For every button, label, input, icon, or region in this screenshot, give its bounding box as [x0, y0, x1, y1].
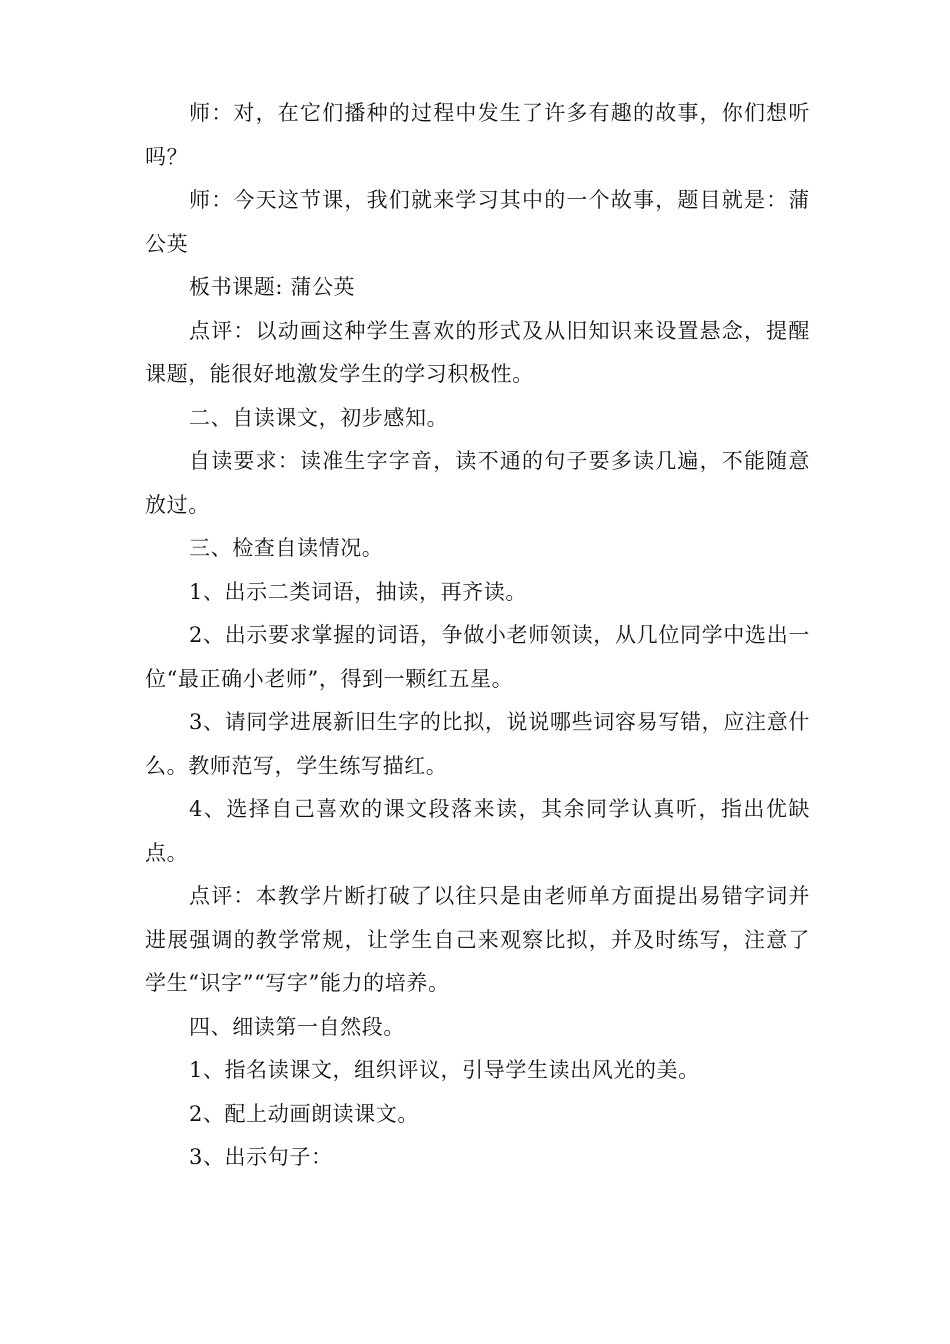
list-item-4-2: 2、配上动画朗读课文。 [189, 1101, 419, 1126]
document-body [145, 92, 810, 1180]
paragraph-board-title: 板书课题: 蒲公英 [189, 275, 356, 299]
paragraph-teacher-topic: 师：今天这节课，我们就来学习其中的一个故事，题目就是：蒲公英 [145, 188, 810, 256]
list-item-3-4: 4、选择自己喜欢的课文段落来读，其余同学认真听，指出优缺点。 [145, 797, 810, 865]
list-item-3-2: 2、出示要求掌握的词语，争做小老师领读，从几位同学中选出一位“最正确小老师”，得到一颗红五星。 [145, 623, 810, 691]
list-item-3-1: 1、出示二类词语，抽读，再齐读。 [189, 579, 527, 604]
section-heading-2: 二、自读课文，初步感知。 [189, 405, 449, 430]
list-item-4-3: 3、出示句子： [189, 1145, 333, 1169]
section-heading-4: 四、细读第一自然段。 [189, 1014, 405, 1039]
paragraph-comment-1: 点评：以动画这种学生喜欢的形式及从旧知识来设置悬念，提醒课题，能很好地激发学生的学习积极性。 [145, 318, 810, 386]
paragraph-reading-requirement: 自读要求：读准生字字音，读不通的句子要多读几遍，不能随意放过。 [145, 449, 810, 517]
section-heading-3: 三、检查自读情况。 [189, 536, 384, 560]
list-item-3-3: 3、请同学进展新旧生字的比拟，说说哪些词容易写错，应注意什么。教师范写，学生练写描红。 [145, 710, 810, 778]
list-item-4-1: 1、指名读课文，组织评议，引导学生读出风光的美。 [189, 1058, 700, 1082]
paragraph-teacher-intro: 师：对，在它们播种的过程中发生了许多有趣的故事，你们想听吗？ [145, 101, 810, 169]
paragraph-comment-2: 点评：本教学片断打破了以往只是由老师单方面提出易错字词并进展强调的教学常规，让学生自己来观察比拟，并及时练写，注意了学生“识字”“写字”能力的培养。 [145, 884, 810, 995]
